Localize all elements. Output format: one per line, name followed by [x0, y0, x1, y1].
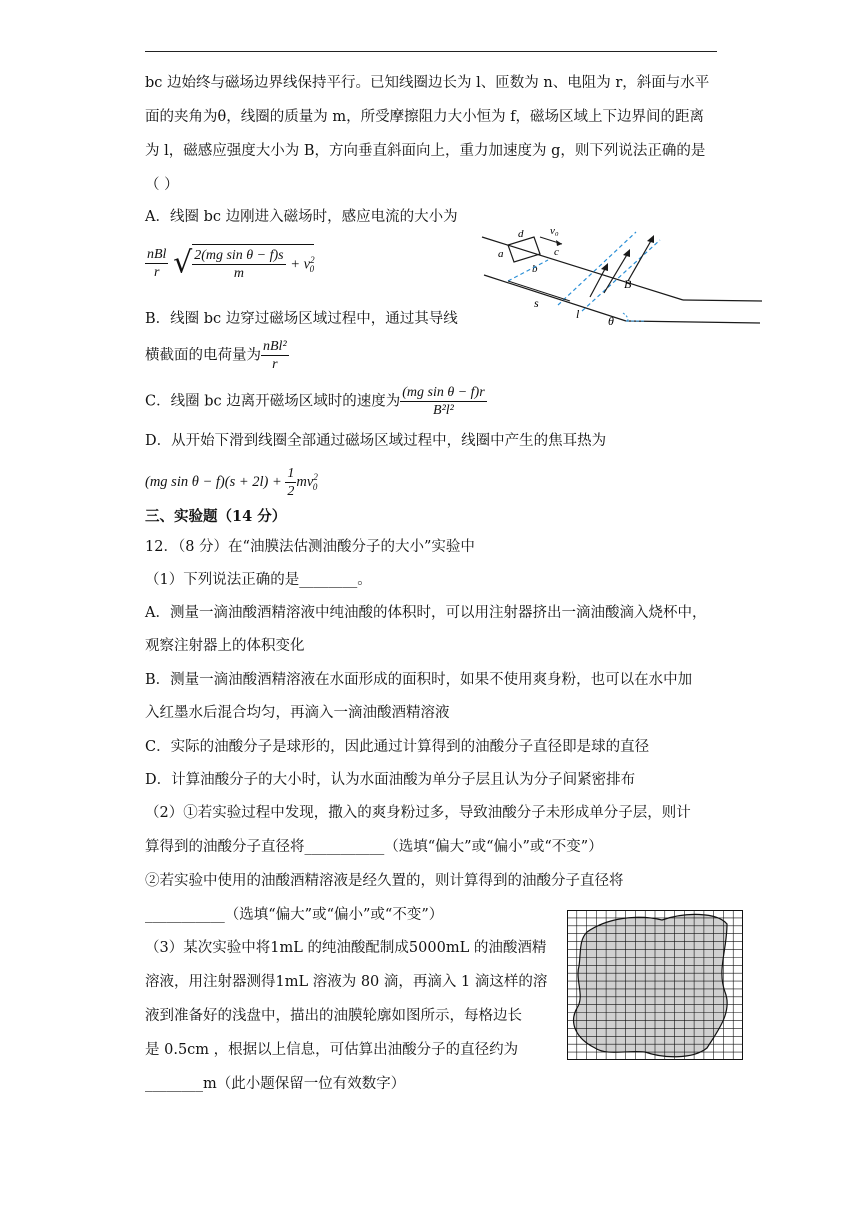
- q12-part2-a: （2）①若实验过程中发现，撒入的爽身粉过多，导致油酸分子未形成单分子层，则计: [145, 805, 691, 821]
- q12-part3-d: 是 0.5cm ，根据以上信息，可估算出油酸分子的直径约为: [145, 1042, 519, 1058]
- option-d-half: [285, 465, 296, 500]
- q12-option-a-2: 观察注射器上的体积变化: [145, 638, 305, 654]
- option-a-sqrt-body: [192, 244, 314, 282]
- label-theta: θ: [608, 314, 614, 328]
- option-a-num: nBl: [147, 246, 167, 262]
- label-a: a: [498, 248, 504, 260]
- oil-film-grid-figure: [567, 910, 743, 1060]
- label-l: l: [576, 307, 580, 321]
- q12-part1: （1）下列说法正确的是________。: [145, 572, 372, 588]
- option-c-fraction: [400, 384, 486, 419]
- field-arrowhead-3: [647, 235, 654, 243]
- q12-option-a-1: A．测量一滴油酸酒精溶液中纯油酸的体积时，可以用注射器挤出一滴油酸滴入烧杯中，: [145, 605, 707, 621]
- option-d-sub: 0: [312, 481, 318, 492]
- top-rule: [145, 51, 717, 52]
- option-a-sqrt-den: m: [233, 266, 244, 281]
- option-a-text: A．线圈 bc 边刚进入磁场时，感应电流的大小为: [145, 209, 458, 225]
- label-B: B: [624, 277, 632, 291]
- field-arrowhead-1: [601, 263, 608, 271]
- intro-line-3: 为 l，磁感应强度大小为 B，方向垂直斜面向上，重力加速度为 g，则下列说法正确的是: [145, 143, 706, 159]
- intro-line-1: bc 边始终与磁场边界线保持平行。已知线圈边长为 l、匝数为 n、电阻为 r，斜面与水平: [145, 75, 710, 91]
- q12-part3-e: ________m（此小题保留一位有效数字）: [145, 1076, 406, 1092]
- q12-option-b-2: 入红墨水后混合均匀，再滴入一滴油酸酒精溶液: [145, 705, 450, 721]
- option-c-den: B²l²: [433, 403, 454, 418]
- option-a-sup: 2: [310, 254, 315, 265]
- option-d-right: mv: [296, 473, 314, 490]
- q12-part3-b: 溶液，用注射器测得1mL 溶液为 80 滴，再滴入 1 滴这样的溶: [145, 974, 548, 990]
- option-b-fraction: [261, 338, 289, 373]
- option-a-sqrt-tail: + v: [290, 256, 311, 273]
- option-c-text: C．线圈 bc 边离开磁场区域时的速度为: [145, 393, 401, 410]
- option-c-num: (mg sin θ − f)r: [402, 385, 485, 400]
- option-d-left: (mg sin θ − f)(s + 2l) +: [145, 473, 286, 490]
- option-b-line1: B．线圈 bc 边穿过磁场区域过程中，通过其导线: [145, 311, 458, 327]
- option-d-text: D．从开始下滑到线圈全部通过磁场区域过程中，线圈中产生的焦耳热为: [145, 433, 607, 449]
- q12-part2-c: ②若实验中使用的油酸酒精溶液是经久置的，则计算得到的油酸分子直径将: [145, 873, 624, 889]
- option-d-half-den: 2: [287, 484, 295, 499]
- option-a-sqrt-num: 2(mg sin θ − f)s: [194, 248, 284, 263]
- label-b: b: [532, 263, 538, 275]
- s-dimension: [508, 281, 570, 301]
- incline-lower-line: [484, 275, 626, 321]
- field-arrow-3: [628, 239, 652, 281]
- sqrt-icon: √: [173, 245, 193, 281]
- incline-figure: [478, 217, 764, 337]
- field-boundary-3: [582, 240, 660, 311]
- q12-part2-d: ___________（选填“偏大”或“偏小”或“不变”）: [145, 907, 444, 923]
- option-c-wrap: [145, 384, 487, 419]
- intro-line-4: （ ）: [145, 177, 179, 193]
- intro-line-2: 面的夹角为θ，线圈的质量为 m，所受摩擦阻力大小恒为 f，磁场区域上下边界间的距离: [145, 109, 705, 125]
- option-d-sup: 2: [313, 472, 318, 482]
- option-b-line2-wrap: [145, 338, 289, 373]
- option-b-num: nBl²: [263, 339, 287, 354]
- q12-option-b-1: B．测量一滴油酸酒精溶液在水面形成的面积时，如果不使用爽身粉，也可以在水中加: [145, 672, 693, 688]
- q12-option-d: D．计算油酸分子的大小时，认为水面油酸为单分子层且认为分子间紧密排布: [145, 772, 636, 788]
- incline-lower-flat: [626, 321, 760, 323]
- option-d-half-num: 1: [287, 466, 295, 481]
- q12-part3-c: 液到准备好的浅盘中，描出的油膜轮廓如图所示，每格边长: [145, 1008, 522, 1024]
- field-arrowhead-2: [623, 249, 630, 257]
- label-c: c: [554, 246, 559, 258]
- label-s: s: [534, 296, 539, 310]
- option-b-den: r: [272, 357, 278, 372]
- field-boundary-2: [558, 232, 636, 305]
- q12-title: 12．（8 分）在“油膜法估测油酸分子的大小”实验中: [145, 539, 475, 555]
- option-a-formula: [145, 244, 314, 282]
- q12-part2-b: 算得到的油酸分子直径将___________（选填“偏大”或“偏小”或“不变”）: [145, 839, 603, 855]
- coil-square: [508, 237, 540, 262]
- section-title: 三、实验题（14 分）: [145, 508, 287, 525]
- q12-option-c: C．实际的油酸分子是球形的，因此通过计算得到的油酸分子直径即是球的直径: [145, 739, 650, 755]
- label-d: d: [518, 228, 524, 240]
- field-boundary-1: [508, 260, 548, 281]
- q12-part3-a: （3）某次实验中将1mL 的纯油酸配制成5000mL 的油酸酒精: [145, 940, 547, 956]
- option-b-line2: 横截面的电荷量为: [145, 347, 261, 364]
- option-d-formula: [145, 465, 317, 500]
- option-a-den: r: [154, 264, 160, 280]
- incline-upper-line: [482, 237, 683, 300]
- label-v0: v₀: [550, 225, 559, 237]
- option-a-fraction: [145, 246, 168, 281]
- option-a-sub: 0: [309, 264, 315, 275]
- incline-upper-flat: [683, 300, 762, 301]
- option-a-sqrt-fraction: [192, 247, 285, 282]
